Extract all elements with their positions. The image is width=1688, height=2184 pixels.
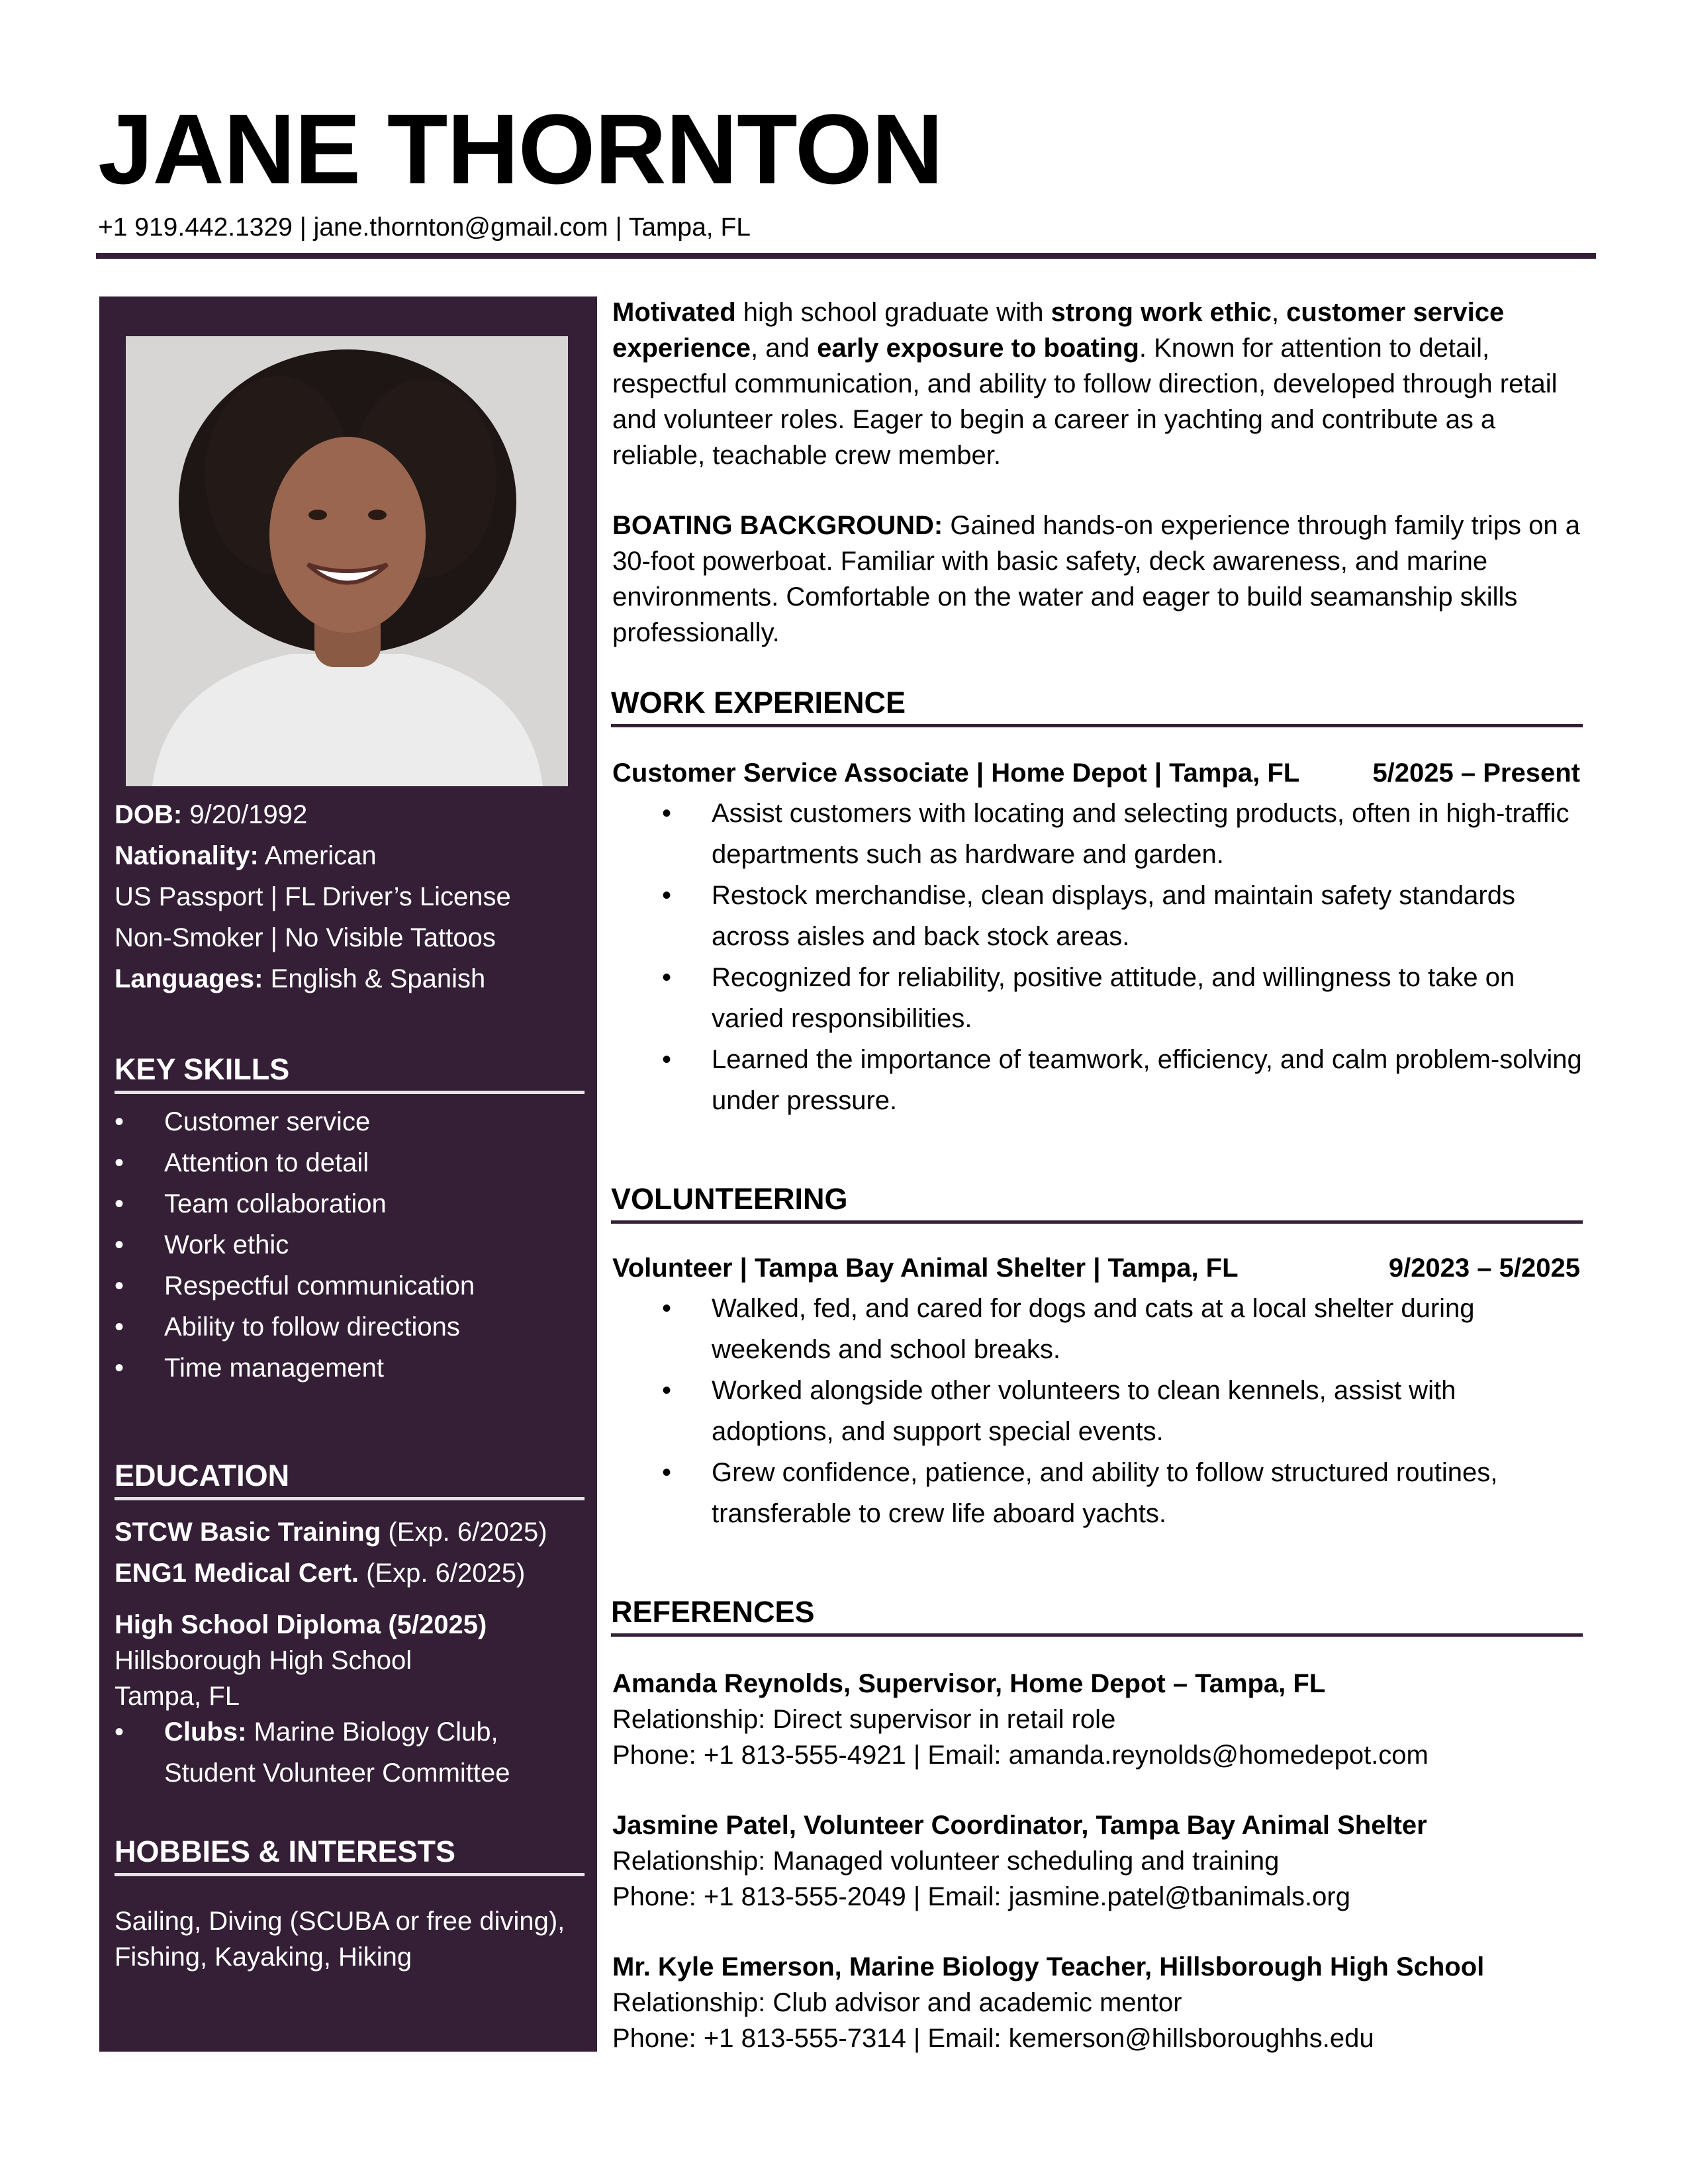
summary-text-2: , [1271, 298, 1287, 327]
volunteer-bullet: • Walked, fed, and cared for dogs and cats at a local shelter during weekends and school breaks. [662, 1288, 1582, 1370]
cert-stcw-exp: (Exp. 6/2025) [381, 1518, 547, 1547]
hobbies-text: Sailing, Diving (SCUBA or free diving), Fishing, Kayaking, Hiking [115, 1907, 565, 1972]
reference-relationship: Relationship: Direct supervisor in retail role [612, 1705, 1116, 1734]
work-experience-heading: WORK EXPERIENCE [611, 686, 1583, 727]
volunteer-bullets [662, 1288, 1582, 1534]
skill-item: • Time management [115, 1347, 475, 1388]
certifications [115, 1512, 547, 1594]
clubs-item [115, 1711, 525, 1794]
volunteer-job-dates: 9/2023 – 5/2025 [1388, 1253, 1580, 1283]
header-divider [96, 253, 1596, 259]
reference-item [612, 1807, 1583, 1915]
skill-item: • Respectful communication [115, 1265, 475, 1306]
cert-stcw [115, 1512, 547, 1553]
summary-paragraph [612, 295, 1583, 473]
reference-item [612, 1949, 1583, 2056]
nationality-label: Nationality: [115, 841, 259, 870]
nationality-line [115, 835, 511, 876]
reference-name: Jasmine Patel, Volunteer Coordinator, Tampa Bay Animal Shelter [612, 1811, 1427, 1840]
cert-eng1-exp: (Exp. 6/2025) [359, 1559, 526, 1588]
languages-line [115, 958, 511, 999]
reference-name: Amanda Reynolds, Supervisor, Home Depot – Tampa, FL [612, 1669, 1326, 1698]
work-bullet: • Recognized for reliability, positive attitude, and willingness to take on varied responsibilities. [662, 957, 1582, 1039]
reference-relationship: Relationship: Managed volunteer scheduling and training [612, 1846, 1280, 1876]
clubs-value: Marine Biology Club, Student Volunteer Committee [164, 1717, 510, 1788]
skill-item: • Work ethic [115, 1224, 475, 1265]
hobbies-heading: HOBBIES & INTERESTS [115, 1835, 585, 1876]
cert-stcw-title: STCW Basic Training [115, 1518, 381, 1547]
lifestyle-line: Non-Smoker | No Visible Tattoos [115, 923, 496, 952]
work-bullet: • Restock merchandise, clean displays, and maintain safety standards across aisles and back stock areas. [662, 875, 1582, 957]
clubs-label: Clubs: [164, 1717, 247, 1747]
clubs-list [115, 1711, 525, 1794]
reference-contact: Phone: +1 813-555-2049 | Email: jasmine.patel@tbanimals.org [612, 1882, 1350, 1911]
work-job-line [612, 758, 1580, 788]
volunteer-job-line [612, 1253, 1580, 1283]
reference-item [612, 1666, 1583, 1773]
reference-contact: Phone: +1 813-555-7314 | Email: kemerson@hillsboroughhs.edu [612, 2024, 1374, 2053]
references-heading: REFERENCES [611, 1595, 1583, 1637]
cert-eng1-title: ENG1 Medical Cert. [115, 1559, 359, 1588]
summary-bold-4: early exposure to boating [817, 334, 1139, 363]
skill-item: • Team collaboration [115, 1183, 475, 1224]
dob-label: DOB: [115, 800, 183, 829]
diploma [115, 1607, 487, 1714]
summary-bold-2: strong work ethic [1051, 298, 1272, 327]
languages-value: English & Spanish [263, 964, 486, 993]
reference-name: Mr. Kyle Emerson, Marine Biology Teacher, Hillsborough High School [612, 1952, 1485, 1981]
languages-label: Languages: [115, 964, 263, 993]
boating-background [612, 508, 1583, 651]
boating-text: Gained hands-on experience through family trips on a 30-foot powerboat. Familiar with basic safety, deck awareness, and marine environments. Comfortable on the water and eager to build seamanship skills professionally. [612, 511, 1581, 647]
volunteer-bullet: • Grew confidence, patience, and ability to follow structured routines, transferable to crew life aboard yachts. [662, 1452, 1582, 1534]
boating-label: BOATING BACKGROUND: [612, 511, 943, 540]
diploma-school: Hillsborough High School [115, 1646, 412, 1675]
key-skills-heading: KEY SKILLS [115, 1052, 585, 1094]
dob-value: 9/20/1992 [182, 800, 308, 829]
skill-item: • Attention to detail [115, 1142, 475, 1183]
dob-line [115, 794, 511, 835]
contact-line: +1 919.442.1329 | jane.thornton@gmail.com | Tampa, FL [98, 213, 751, 242]
portrait-image [126, 336, 568, 786]
summary-bold-1: Motivated [612, 298, 736, 327]
nationality-value: American [258, 841, 377, 870]
profile-photo [126, 336, 568, 786]
skills-list [115, 1101, 475, 1388]
diploma-city: Tampa, FL [115, 1682, 240, 1711]
work-bullet: • Learned the importance of teamwork, efficiency, and calm problem-solving under pressure. [662, 1039, 1582, 1121]
skill-item: • Customer service [115, 1101, 475, 1142]
summary-text-4: . Known for attention to detail, respectful communication, and ability to follow direction, developed through retail and volunteer roles. Eager to begin a career in yachting and contribute as a reliable, teachable crew member. [612, 334, 1558, 470]
diploma-title: High School Diploma (5/2025) [115, 1610, 487, 1639]
cert-eng1 [115, 1553, 547, 1594]
volunteering-heading: VOLUNTEERING [611, 1182, 1583, 1224]
summary-text-3: , and [751, 334, 818, 363]
reference-contact: Phone: +1 813-555-4921 | Email: amanda.reynolds@homedepot.com [612, 1741, 1429, 1770]
volunteer-bullet: • Worked alongside other volunteers to clean kennels, assist with adoptions, and support special events. [662, 1370, 1582, 1452]
sidebar [99, 296, 597, 2052]
work-bullets [662, 793, 1582, 1121]
reference-relationship: Relationship: Club advisor and academic mentor [612, 1988, 1182, 2017]
personal-details [115, 794, 511, 999]
summary-text-1: high school graduate with [735, 298, 1051, 327]
documents-line: US Passport | FL Driver’s License [115, 882, 511, 911]
work-bullet: • Assist customers with locating and selecting products, often in high-traffic departments such as hardware and garden. [662, 793, 1582, 875]
volunteer-job-title: Volunteer | Tampa Bay Animal Shelter | Tampa, FL [612, 1253, 1239, 1283]
work-job-title: Customer Service Associate | Home Depot | Tampa, FL [612, 758, 1300, 788]
summary-bold-3: customer service experience [612, 298, 1505, 363]
work-job-dates: 5/2025 – Present [1372, 758, 1580, 788]
candidate-name: JANE THORNTON [98, 93, 943, 205]
education-heading: EDUCATION [115, 1459, 585, 1500]
skill-item: • Ability to follow directions [115, 1306, 475, 1347]
